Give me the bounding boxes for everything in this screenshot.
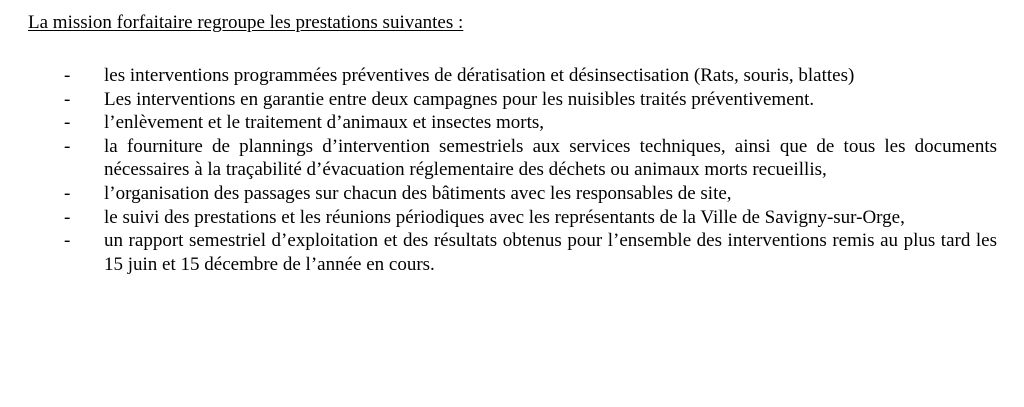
prestations-list xyxy=(0,64,1024,276)
list-item xyxy=(0,229,1024,276)
dash-bullet-icon: - xyxy=(64,112,71,134)
dash-bullet-icon: - xyxy=(64,206,71,228)
list-item xyxy=(0,135,1024,182)
list-item xyxy=(0,64,1024,88)
list-item-text: l’enlèvement et le traitement d’animaux et insectes morts, xyxy=(104,112,545,134)
section-heading: La mission forfaitaire regroupe les prestations suivantes : xyxy=(28,12,464,33)
dash-bullet-icon: - xyxy=(64,230,71,252)
list-item-text: le suivi des prestations et les réunions périodiques avec les représentants de la Ville de Savigny-sur-Orge, xyxy=(104,206,905,228)
dash-bullet-icon: - xyxy=(64,182,71,204)
list-item-text: un rapport semestriel d’exploitation et des résultats obtenus pour l’ensemble des interventions remis au plus tard les 15 juin et 15 décembre de l’année en cours. xyxy=(104,230,997,275)
list-item xyxy=(0,206,1024,230)
list-item-text: la fourniture de plannings d’intervention semestriels aux services techniques, ainsi que de tous les documents nécessaires à la traçabilité d’évacuation réglementaire des déchets ou animaux morts recueillis, xyxy=(104,135,997,181)
dash-bullet-icon: - xyxy=(64,65,71,86)
list-item xyxy=(0,111,1024,135)
list-item-text: Les interventions en garantie entre deux campagnes pour les nuisibles traités préventivement. xyxy=(104,88,815,110)
list-item xyxy=(0,88,1024,112)
list-item xyxy=(0,182,1024,206)
list-item-text: l’organisation des passages sur chacun des bâtiments avec les responsables de site, xyxy=(104,182,732,204)
list-item-text: les interventions programmées préventives de dératisation et désinsectisation (Rats, souris, blattes) xyxy=(104,65,855,86)
dash-bullet-icon: - xyxy=(64,135,71,157)
dash-bullet-icon: - xyxy=(64,88,71,110)
